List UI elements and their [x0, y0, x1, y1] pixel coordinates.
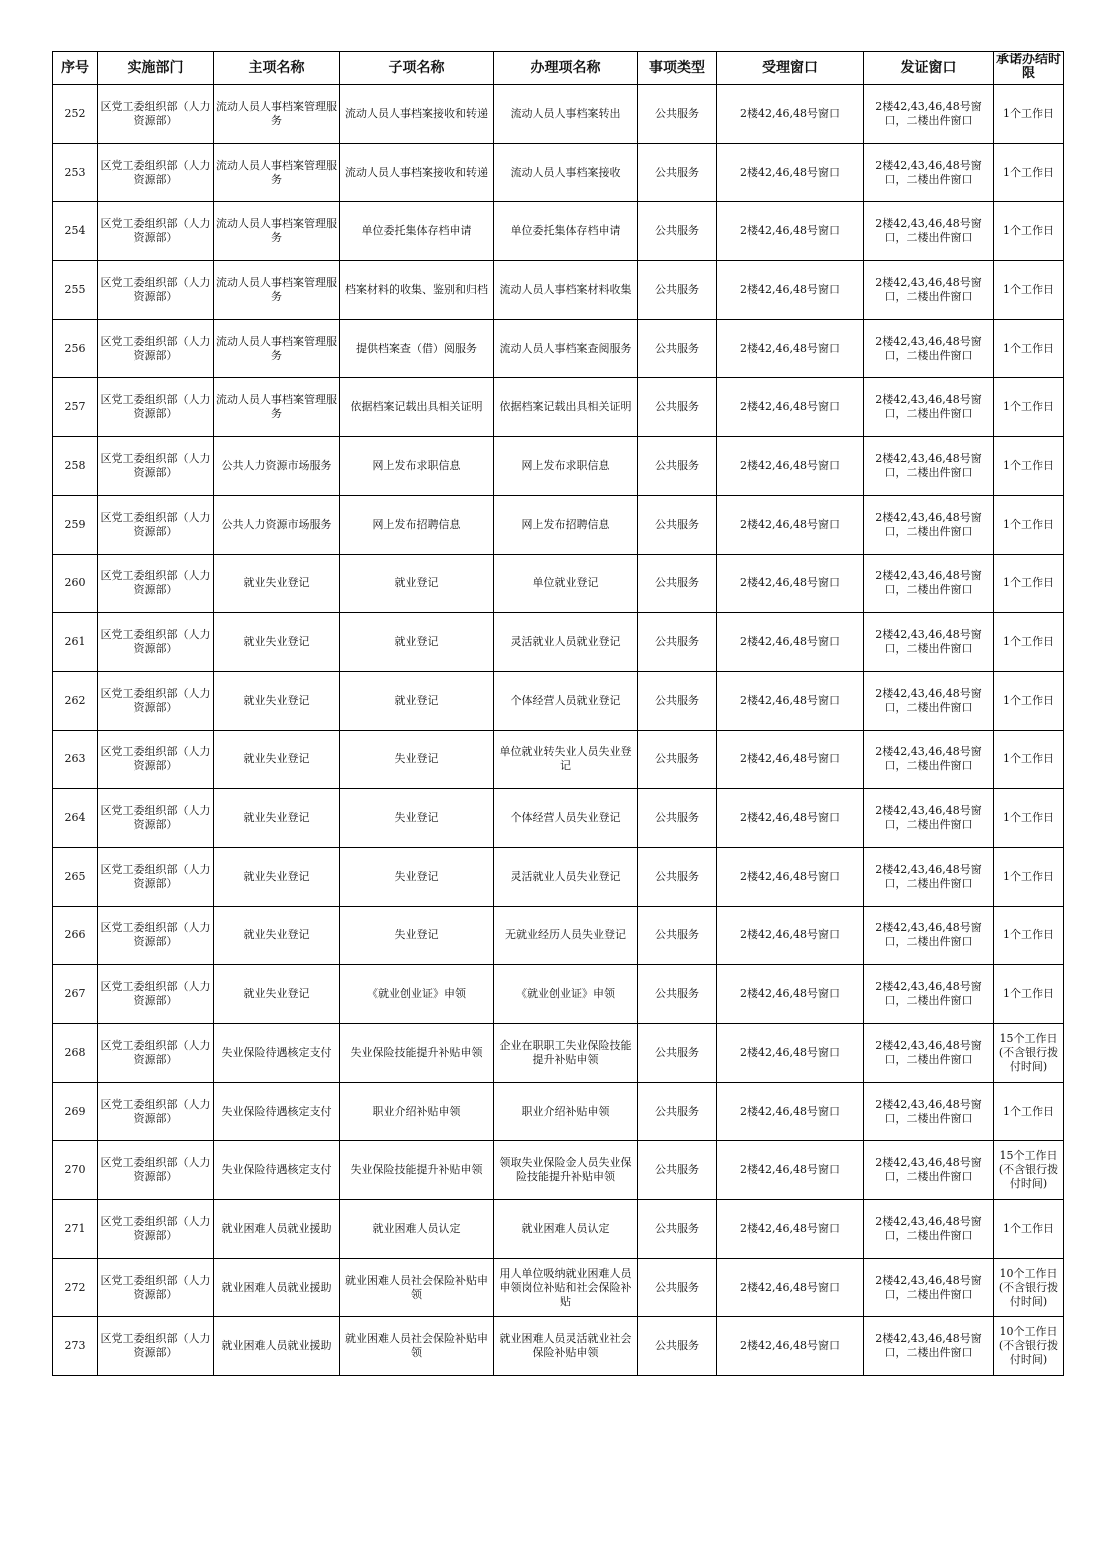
header-row: [53, 52, 1064, 85]
cell-main-item: 失业保险待遇核定支付: [214, 1024, 340, 1083]
cell-type: 公共服务: [638, 965, 717, 1024]
cell-type: 公共服务: [638, 613, 717, 672]
cell-dept: 区党工委组织部（人力资源部）: [98, 378, 214, 437]
cell-cert-window: 2楼42,43,46,48号窗口，二楼出件窗口: [864, 85, 994, 144]
table-row: [53, 671, 1064, 730]
cell-seq: 255: [53, 261, 98, 320]
cell-cert-window: 2楼42,43,46,48号窗口，二楼出件窗口: [864, 554, 994, 613]
cell-handling-item: 单位就业转失业人员失业登记: [494, 730, 638, 789]
cell-type: 公共服务: [638, 1317, 717, 1376]
cell-cert-window: 2楼42,43,46,48号窗口，二楼出件窗口: [864, 1200, 994, 1259]
header-accept-window: 受理窗口: [717, 52, 864, 85]
cell-seq: 260: [53, 554, 98, 613]
cell-seq: 258: [53, 437, 98, 496]
cell-main-item: 就业困难人员就业援助: [214, 1200, 340, 1259]
table-row: [53, 1082, 1064, 1141]
cell-sub-item: 就业困难人员社会保险补贴申领: [340, 1317, 494, 1376]
cell-accept-window: 2楼42,46,48号窗口: [717, 1317, 864, 1376]
cell-dept: 区党工委组织部（人力资源部）: [98, 1317, 214, 1376]
cell-seq: 265: [53, 847, 98, 906]
cell-seq: 270: [53, 1141, 98, 1200]
cell-cert-window: 2楼42,43,46,48号窗口，二楼出件窗口: [864, 202, 994, 261]
cell-sub-item: 就业登记: [340, 671, 494, 730]
cell-type: 公共服务: [638, 495, 717, 554]
cell-dept: 区党工委组织部（人力资源部）: [98, 85, 214, 144]
cell-main-item: 就业失业登记: [214, 965, 340, 1024]
table-row: [53, 730, 1064, 789]
cell-time-limit: 1个工作日: [994, 847, 1064, 906]
cell-type: 公共服务: [638, 671, 717, 730]
cell-type: 公共服务: [638, 906, 717, 965]
cell-seq: 271: [53, 1200, 98, 1259]
cell-sub-item: 就业登记: [340, 613, 494, 672]
cell-main-item: 就业困难人员就业援助: [214, 1317, 340, 1376]
cell-type: 公共服务: [638, 554, 717, 613]
cell-handling-item: 个体经营人员失业登记: [494, 789, 638, 848]
cell-time-limit: 1个工作日: [994, 495, 1064, 554]
cell-sub-item: 提供档案查（借）阅服务: [340, 319, 494, 378]
cell-type: 公共服务: [638, 85, 717, 144]
cell-type: 公共服务: [638, 1024, 717, 1083]
cell-main-item: 就业失业登记: [214, 554, 340, 613]
cell-accept-window: 2楼42,46,48号窗口: [717, 1200, 864, 1259]
table-row: [53, 613, 1064, 672]
header-seq: 序号: [53, 52, 98, 85]
table-row: [53, 319, 1064, 378]
cell-time-limit: 10个工作日(不含银行拨付时间): [994, 1258, 1064, 1317]
table-row: [53, 378, 1064, 437]
cell-handling-item: 流动人员人事档案接收: [494, 143, 638, 202]
cell-seq: 273: [53, 1317, 98, 1376]
cell-cert-window: 2楼42,43,46,48号窗口，二楼出件窗口: [864, 671, 994, 730]
cell-cert-window: 2楼42,43,46,48号窗口，二楼出件窗口: [864, 613, 994, 672]
cell-type: 公共服务: [638, 261, 717, 320]
cell-sub-item: 失业保险技能提升补贴申领: [340, 1141, 494, 1200]
cell-cert-window: 2楼42,43,46,48号窗口，二楼出件窗口: [864, 1141, 994, 1200]
table-row: [53, 1200, 1064, 1259]
cell-handling-item: 个体经营人员就业登记: [494, 671, 638, 730]
cell-main-item: 流动人员人事档案管理服务: [214, 202, 340, 261]
cell-sub-item: 档案材料的收集、鉴别和归档: [340, 261, 494, 320]
cell-dept: 区党工委组织部（人力资源部）: [98, 847, 214, 906]
cell-seq: 263: [53, 730, 98, 789]
cell-dept: 区党工委组织部（人力资源部）: [98, 965, 214, 1024]
cell-handling-item: 单位就业登记: [494, 554, 638, 613]
table-row: [53, 847, 1064, 906]
cell-sub-item: 失业登记: [340, 730, 494, 789]
cell-main-item: 就业失业登记: [214, 789, 340, 848]
cell-main-item: 就业失业登记: [214, 730, 340, 789]
cell-accept-window: 2楼42,46,48号窗口: [717, 671, 864, 730]
cell-handling-item: 网上发布招聘信息: [494, 495, 638, 554]
cell-sub-item: 失业登记: [340, 906, 494, 965]
cell-main-item: 流动人员人事档案管理服务: [214, 319, 340, 378]
cell-time-limit: 1个工作日: [994, 613, 1064, 672]
cell-handling-item: 依据档案记载出具相关证明: [494, 378, 638, 437]
cell-type: 公共服务: [638, 1141, 717, 1200]
cell-time-limit: 15个工作日(不含银行拨付时间): [994, 1141, 1064, 1200]
table-header: [53, 52, 1064, 85]
table-row: [53, 1317, 1064, 1376]
cell-time-limit: 1个工作日: [994, 261, 1064, 320]
cell-cert-window: 2楼42,43,46,48号窗口，二楼出件窗口: [864, 847, 994, 906]
cell-type: 公共服务: [638, 437, 717, 496]
cell-sub-item: 失业登记: [340, 789, 494, 848]
cell-handling-item: 流动人员人事档案转出: [494, 85, 638, 144]
cell-accept-window: 2楼42,46,48号窗口: [717, 1024, 864, 1083]
cell-accept-window: 2楼42,46,48号窗口: [717, 1082, 864, 1141]
cell-accept-window: 2楼42,46,48号窗口: [717, 554, 864, 613]
cell-seq: 264: [53, 789, 98, 848]
cell-time-limit: 10个工作日(不含银行拨付时间): [994, 1317, 1064, 1376]
cell-sub-item: 流动人员人事档案接收和转递: [340, 85, 494, 144]
cell-dept: 区党工委组织部（人力资源部）: [98, 789, 214, 848]
cell-handling-item: 企业在职职工失业保险技能提升补贴申领: [494, 1024, 638, 1083]
cell-time-limit: 1个工作日: [994, 965, 1064, 1024]
cell-dept: 区党工委组织部（人力资源部）: [98, 613, 214, 672]
cell-handling-item: 职业介绍补贴申领: [494, 1082, 638, 1141]
cell-type: 公共服务: [638, 1258, 717, 1317]
cell-accept-window: 2楼42,46,48号窗口: [717, 261, 864, 320]
cell-accept-window: 2楼42,46,48号窗口: [717, 613, 864, 672]
cell-seq: 267: [53, 965, 98, 1024]
cell-seq: 262: [53, 671, 98, 730]
cell-time-limit: 1个工作日: [994, 906, 1064, 965]
cell-time-limit: 1个工作日: [994, 1200, 1064, 1259]
header-dept: 实施部门: [98, 52, 214, 85]
cell-type: 公共服务: [638, 202, 717, 261]
table-row: [53, 789, 1064, 848]
cell-handling-item: 用人单位吸纳就业困难人员申领岗位补贴和社会保险补贴: [494, 1258, 638, 1317]
table-row: [53, 906, 1064, 965]
cell-main-item: 就业失业登记: [214, 847, 340, 906]
table-body: [53, 85, 1064, 1376]
cell-cert-window: 2楼42,43,46,48号窗口，二楼出件窗口: [864, 1317, 994, 1376]
cell-accept-window: 2楼42,46,48号窗口: [717, 437, 864, 496]
cell-type: 公共服务: [638, 378, 717, 437]
cell-handling-item: 领取失业保险金人员失业保险技能提升补贴申领: [494, 1141, 638, 1200]
cell-sub-item: 依据档案记载出具相关证明: [340, 378, 494, 437]
cell-handling-item: 无就业经历人员失业登记: [494, 906, 638, 965]
cell-sub-item: 失业登记: [340, 847, 494, 906]
cell-handling-item: 网上发布求职信息: [494, 437, 638, 496]
table-row: [53, 143, 1064, 202]
cell-dept: 区党工委组织部（人力资源部）: [98, 437, 214, 496]
cell-dept: 区党工委组织部（人力资源部）: [98, 1200, 214, 1259]
cell-seq: 253: [53, 143, 98, 202]
cell-dept: 区党工委组织部（人力资源部）: [98, 730, 214, 789]
cell-cert-window: 2楼42,43,46,48号窗口，二楼出件窗口: [864, 261, 994, 320]
cell-accept-window: 2楼42,46,48号窗口: [717, 730, 864, 789]
cell-cert-window: 2楼42,43,46,48号窗口，二楼出件窗口: [864, 437, 994, 496]
header-handling-item: 办理项名称: [494, 52, 638, 85]
cell-type: 公共服务: [638, 1082, 717, 1141]
cell-handling-item: 灵活就业人员失业登记: [494, 847, 638, 906]
header-sub-item: 子项名称: [340, 52, 494, 85]
cell-seq: 266: [53, 906, 98, 965]
cell-main-item: 流动人员人事档案管理服务: [214, 261, 340, 320]
cell-time-limit: 1个工作日: [994, 319, 1064, 378]
cell-dept: 区党工委组织部（人力资源部）: [98, 671, 214, 730]
cell-handling-item: 《就业创业证》申领: [494, 965, 638, 1024]
cell-dept: 区党工委组织部（人力资源部）: [98, 1258, 214, 1317]
cell-handling-item: 流动人员人事档案材料收集: [494, 261, 638, 320]
cell-main-item: 流动人员人事档案管理服务: [214, 85, 340, 144]
cell-cert-window: 2楼42,43,46,48号窗口，二楼出件窗口: [864, 965, 994, 1024]
header-time-limit-text: 承诺办结时限: [995, 52, 1061, 81]
cell-dept: 区党工委组织部（人力资源部）: [98, 143, 214, 202]
table-row: [53, 1141, 1064, 1200]
cell-handling-item: 就业困难人员认定: [494, 1200, 638, 1259]
cell-accept-window: 2楼42,46,48号窗口: [717, 495, 864, 554]
cell-sub-item: 网上发布招聘信息: [340, 495, 494, 554]
cell-main-item: 失业保险待遇核定支付: [214, 1141, 340, 1200]
cell-sub-item: 职业介绍补贴申领: [340, 1082, 494, 1141]
header-time-limit: [994, 52, 1064, 85]
cell-cert-window: 2楼42,43,46,48号窗口，二楼出件窗口: [864, 378, 994, 437]
cell-main-item: 就业失业登记: [214, 671, 340, 730]
table-row: [53, 495, 1064, 554]
cell-seq: 268: [53, 1024, 98, 1083]
cell-type: 公共服务: [638, 1200, 717, 1259]
cell-sub-item: 就业困难人员认定: [340, 1200, 494, 1259]
cell-sub-item: 就业登记: [340, 554, 494, 613]
cell-accept-window: 2楼42,46,48号窗口: [717, 143, 864, 202]
cell-cert-window: 2楼42,43,46,48号窗口，二楼出件窗口: [864, 1082, 994, 1141]
cell-cert-window: 2楼42,43,46,48号窗口，二楼出件窗口: [864, 906, 994, 965]
cell-type: 公共服务: [638, 730, 717, 789]
service-items-table: [52, 51, 1064, 1376]
cell-seq: 269: [53, 1082, 98, 1141]
cell-dept: 区党工委组织部（人力资源部）: [98, 1141, 214, 1200]
cell-main-item: 流动人员人事档案管理服务: [214, 378, 340, 437]
cell-accept-window: 2楼42,46,48号窗口: [717, 378, 864, 437]
cell-main-item: 失业保险待遇核定支付: [214, 1082, 340, 1141]
cell-type: 公共服务: [638, 847, 717, 906]
cell-handling-item: 单位委托集体存档申请: [494, 202, 638, 261]
cell-accept-window: 2楼42,46,48号窗口: [717, 1141, 864, 1200]
cell-seq: 261: [53, 613, 98, 672]
cell-sub-item: 失业保险技能提升补贴申领: [340, 1024, 494, 1083]
cell-type: 公共服务: [638, 789, 717, 848]
cell-cert-window: 2楼42,43,46,48号窗口，二楼出件窗口: [864, 1024, 994, 1083]
table-row: [53, 1024, 1064, 1083]
cell-sub-item: 《就业创业证》申领: [340, 965, 494, 1024]
cell-seq: 252: [53, 85, 98, 144]
cell-cert-window: 2楼42,43,46,48号窗口，二楼出件窗口: [864, 143, 994, 202]
cell-handling-item: 就业困难人员灵活就业社会保险补贴申领: [494, 1317, 638, 1376]
table-row: [53, 965, 1064, 1024]
cell-main-item: 公共人力资源市场服务: [214, 495, 340, 554]
cell-time-limit: 1个工作日: [994, 1082, 1064, 1141]
cell-main-item: 流动人员人事档案管理服务: [214, 143, 340, 202]
cell-seq: 272: [53, 1258, 98, 1317]
cell-dept: 区党工委组织部（人力资源部）: [98, 261, 214, 320]
cell-time-limit: 1个工作日: [994, 378, 1064, 437]
cell-accept-window: 2楼42,46,48号窗口: [717, 1258, 864, 1317]
cell-dept: 区党工委组织部（人力资源部）: [98, 906, 214, 965]
cell-time-limit: 1个工作日: [994, 671, 1064, 730]
cell-main-item: 就业失业登记: [214, 613, 340, 672]
cell-time-limit: 1个工作日: [994, 730, 1064, 789]
cell-dept: 区党工委组织部（人力资源部）: [98, 1024, 214, 1083]
cell-cert-window: 2楼42,43,46,48号窗口，二楼出件窗口: [864, 495, 994, 554]
cell-dept: 区党工委组织部（人力资源部）: [98, 202, 214, 261]
table-row: [53, 1258, 1064, 1317]
cell-dept: 区党工委组织部（人力资源部）: [98, 495, 214, 554]
cell-cert-window: 2楼42,43,46,48号窗口，二楼出件窗口: [864, 730, 994, 789]
cell-accept-window: 2楼42,46,48号窗口: [717, 85, 864, 144]
cell-sub-item: 就业困难人员社会保险补贴申领: [340, 1258, 494, 1317]
cell-time-limit: 1个工作日: [994, 202, 1064, 261]
cell-time-limit: 1个工作日: [994, 554, 1064, 613]
cell-accept-window: 2楼42,46,48号窗口: [717, 906, 864, 965]
cell-sub-item: 网上发布求职信息: [340, 437, 494, 496]
table-row: [53, 85, 1064, 144]
cell-accept-window: 2楼42,46,48号窗口: [717, 319, 864, 378]
cell-handling-item: 灵活就业人员就业登记: [494, 613, 638, 672]
table-row: [53, 202, 1064, 261]
cell-handling-item: 流动人员人事档案查阅服务: [494, 319, 638, 378]
cell-time-limit: 1个工作日: [994, 85, 1064, 144]
cell-cert-window: 2楼42,43,46,48号窗口，二楼出件窗口: [864, 789, 994, 848]
cell-accept-window: 2楼42,46,48号窗口: [717, 789, 864, 848]
cell-accept-window: 2楼42,46,48号窗口: [717, 965, 864, 1024]
header-main-item: 主项名称: [214, 52, 340, 85]
cell-time-limit: 1个工作日: [994, 789, 1064, 848]
cell-accept-window: 2楼42,46,48号窗口: [717, 202, 864, 261]
cell-cert-window: 2楼42,43,46,48号窗口，二楼出件窗口: [864, 1258, 994, 1317]
cell-type: 公共服务: [638, 319, 717, 378]
cell-time-limit: 1个工作日: [994, 143, 1064, 202]
cell-cert-window: 2楼42,43,46,48号窗口，二楼出件窗口: [864, 319, 994, 378]
cell-sub-item: 流动人员人事档案接收和转递: [340, 143, 494, 202]
cell-seq: 259: [53, 495, 98, 554]
cell-dept: 区党工委组织部（人力资源部）: [98, 1082, 214, 1141]
table-row: [53, 261, 1064, 320]
table-row: [53, 437, 1064, 496]
cell-dept: 区党工委组织部（人力资源部）: [98, 319, 214, 378]
cell-accept-window: 2楼42,46,48号窗口: [717, 847, 864, 906]
cell-dept: 区党工委组织部（人力资源部）: [98, 554, 214, 613]
table-row: [53, 554, 1064, 613]
cell-main-item: 就业失业登记: [214, 906, 340, 965]
cell-type: 公共服务: [638, 143, 717, 202]
cell-sub-item: 单位委托集体存档申请: [340, 202, 494, 261]
cell-time-limit: 1个工作日: [994, 437, 1064, 496]
cell-time-limit: 15个工作日(不含银行拨付时间): [994, 1024, 1064, 1083]
cell-main-item: 公共人力资源市场服务: [214, 437, 340, 496]
cell-main-item: 就业困难人员就业援助: [214, 1258, 340, 1317]
header-type: 事项类型: [638, 52, 717, 85]
header-cert-window: 发证窗口: [864, 52, 994, 85]
cell-seq: 254: [53, 202, 98, 261]
cell-seq: 257: [53, 378, 98, 437]
cell-seq: 256: [53, 319, 98, 378]
